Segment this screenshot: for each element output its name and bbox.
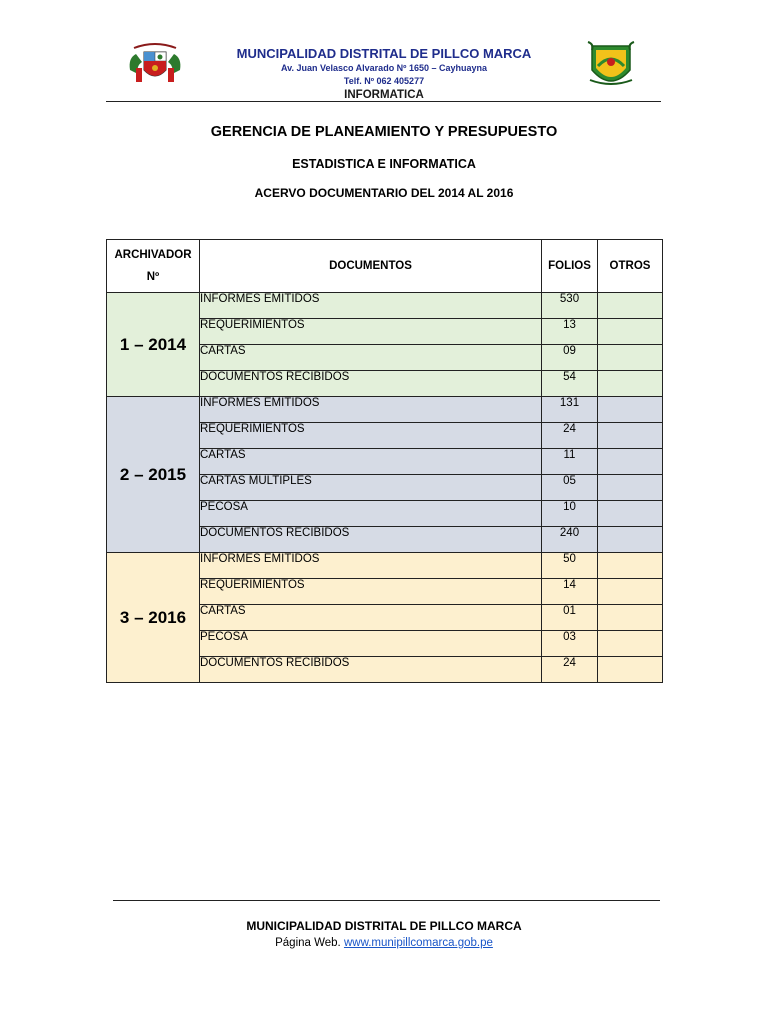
document-type-cell: DOCUMENTOS RECIBIDOS (200, 657, 542, 683)
otros-cell (598, 527, 663, 553)
document-type-cell: CARTAS (200, 605, 542, 631)
document-type-cell: PECOSA (200, 631, 542, 657)
otros-cell (598, 605, 663, 631)
column-header-archivador (107, 240, 200, 293)
folios-cell: 09 (542, 345, 598, 371)
column-header-otros: OTROS (598, 240, 663, 293)
otros-cell (598, 319, 663, 345)
document-type-cell: PECOSA (200, 501, 542, 527)
document-type-cell: REQUERIMIENTOS (200, 319, 542, 345)
document-type-cell: CARTAS MULTIPLES (200, 475, 542, 501)
document-type-cell: DOCUMENTOS RECIBIDOS (200, 527, 542, 553)
folios-cell: 05 (542, 475, 598, 501)
header-org-name: MUNCIPALIDAD DISTRITAL DE PILLCO MARCA (236, 46, 532, 61)
table-body (107, 293, 663, 683)
header-address: Av. Juan Velasco Alvarado Nº 1650 – Cayhuayna (280, 63, 488, 73)
otros-cell (598, 293, 663, 319)
folios-cell: 50 (542, 553, 598, 579)
otros-cell (598, 631, 663, 657)
otros-cell (598, 449, 663, 475)
page-header (0, 0, 768, 104)
folios-cell: 11 (542, 449, 598, 475)
archivador-label: 2 – 2015 (107, 397, 200, 553)
folios-cell: 13 (542, 319, 598, 345)
folios-cell: 530 (542, 293, 598, 319)
column-header-documentos: DOCUMENTOS (200, 240, 542, 293)
folios-cell: 01 (542, 605, 598, 631)
archivador-label: 1 – 2014 (107, 293, 200, 397)
folios-cell: 131 (542, 397, 598, 423)
folios-cell: 240 (542, 527, 598, 553)
column-header-archivador-line1: ARCHIVADOR (114, 249, 192, 261)
otros-cell (598, 553, 663, 579)
otros-cell (598, 475, 663, 501)
footer-web-link[interactable]: www.munipillcomarca.gob.pe (343, 937, 493, 949)
footer-web-label: Página Web. (275, 937, 341, 949)
document-type-cell: INFORMES EMITIDOS (200, 553, 542, 579)
table-row (107, 397, 663, 423)
peru-coat-of-arms-icon (128, 40, 182, 86)
folios-cell: 10 (542, 501, 598, 527)
otros-cell (598, 579, 663, 605)
folios-cell: 24 (542, 657, 598, 683)
acervo-table (106, 239, 663, 683)
archivador-label: 3 – 2016 (107, 553, 200, 683)
document-type-cell: CARTAS (200, 345, 542, 371)
otros-cell (598, 397, 663, 423)
header-phone: Telf. Nº 062 405277 (343, 76, 425, 86)
otros-cell (598, 501, 663, 527)
table-header-row (107, 240, 663, 293)
otros-cell (598, 657, 663, 683)
document-type-cell: INFORMES EMITIDOS (200, 293, 542, 319)
header-divider (106, 101, 661, 102)
folios-cell: 03 (542, 631, 598, 657)
document-type-cell: CARTAS (200, 449, 542, 475)
otros-cell (598, 345, 663, 371)
column-header-archivador-line2: Nº (146, 271, 160, 283)
footer-org-name: MUNICIPALIDAD DISTRITAL DE PILLCO MARCA (246, 919, 522, 933)
otros-cell (598, 371, 663, 397)
municipal-shield-icon (586, 40, 636, 92)
page-period-title: ACERVO DOCUMENTARIO DEL 2014 AL 2016 (254, 186, 514, 200)
folios-cell: 54 (542, 371, 598, 397)
folios-cell: 14 (542, 579, 598, 605)
otros-cell (598, 423, 663, 449)
footer-divider (113, 900, 660, 901)
document-type-cell: INFORMES EMITIDOS (200, 397, 542, 423)
table-row (107, 293, 663, 319)
folios-cell: 24 (542, 423, 598, 449)
column-header-folios: FOLIOS (542, 240, 598, 293)
footer-website (0, 937, 768, 949)
document-type-cell: DOCUMENTOS RECIBIDOS (200, 371, 542, 397)
document-type-cell: REQUERIMIENTOS (200, 579, 542, 605)
header-department: INFORMATICA (344, 89, 424, 101)
table-row (107, 553, 663, 579)
page-subtitle: ESTADISTICA E INFORMATICA (292, 157, 476, 171)
page-title: GERENCIA DE PLANEAMIENTO Y PRESUPUESTO (210, 124, 558, 140)
document-type-cell: REQUERIMIENTOS (200, 423, 542, 449)
